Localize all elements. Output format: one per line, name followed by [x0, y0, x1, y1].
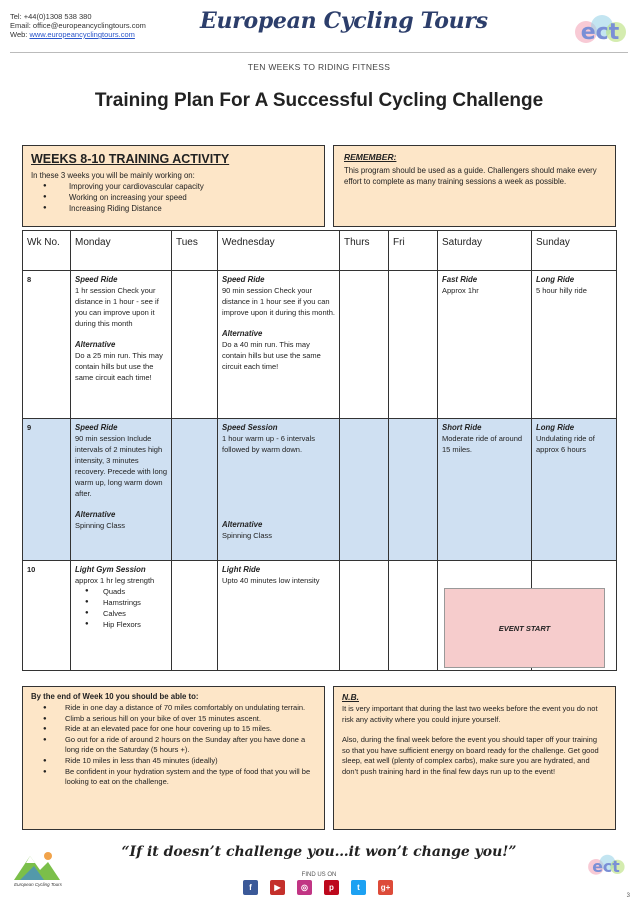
col-header-tues: Tues: [172, 231, 218, 271]
col-header-wednesday: Wednesday: [218, 231, 340, 271]
list-item: ● Calves: [75, 608, 167, 619]
alternative-title: Alternative: [75, 510, 116, 519]
contact-tel: Tel: +44(0)1308 538 380: [10, 12, 92, 21]
goals-list: [31, 703, 316, 788]
activity-title: Long Ride: [536, 423, 575, 432]
facebook-icon[interactable]: f: [243, 880, 258, 895]
contact-web-label: Web:: [10, 30, 30, 39]
ect-logo-text: ect: [580, 20, 620, 45]
list-item: ● Go out for a ride of around 2 hours on the Sunday after you have done a long ride on the Saturday (5 hours +).: [31, 735, 316, 756]
fri-cell: [389, 271, 438, 419]
sunday-cell: [532, 419, 617, 561]
list-item: ● Ride 10 miles in less than 45 minutes (ideally): [31, 756, 316, 767]
activity-text: Undulating ride of approx 6 hours: [536, 434, 595, 454]
table-row: [23, 271, 617, 419]
list-item: ● Working on increasing your speed: [31, 192, 316, 203]
remember-text: This program should be used as a guide. Challengers should make every effort to complete as many training sessions a week as possible.: [344, 166, 597, 186]
list-item: ● Be confident in your hydration system and the type of food that you will be looking to eat on the challenge.: [31, 767, 316, 788]
col-header-fri: Fri: [389, 231, 438, 271]
wednesday-cell: [218, 561, 340, 671]
wednesday-cell: [218, 271, 340, 419]
ect-footer-logo-text: ect: [592, 856, 620, 876]
sunday-cell: [532, 271, 617, 419]
alternative-title: Alternative: [75, 340, 116, 349]
activity-title: Long Ride: [536, 275, 575, 284]
table-row: [23, 419, 617, 561]
contact-web: [10, 30, 146, 39]
list-item: ● Improving your cardiovascular capacity: [31, 181, 316, 192]
brand-name: European Cycling Tours: [200, 8, 488, 34]
thurs-cell: [340, 419, 389, 561]
youtube-icon[interactable]: ▶: [270, 880, 285, 895]
col-header-week: Wk No.: [23, 231, 71, 271]
list-item: ● Hamstrings: [75, 597, 167, 608]
list-item: ● Quads: [75, 586, 167, 597]
list-item: ● Ride at an elevated pace for one hour covering up to 15 miles.: [31, 724, 316, 735]
goals-box: [22, 686, 325, 830]
list-item: ● Hip Flexors: [75, 619, 167, 630]
social-links: [243, 880, 393, 895]
activity-text: 5 hour hilly ride: [536, 286, 587, 295]
activity-title: Speed Ride: [222, 275, 265, 284]
contact-block: [10, 12, 146, 39]
find-us-label: FIND US ON: [301, 872, 337, 878]
col-header-saturday: Saturday: [438, 231, 532, 271]
fri-cell: [389, 419, 438, 561]
activity-text: Moderate ride of around 15 miles.: [442, 434, 523, 454]
pinterest-icon[interactable]: p: [324, 880, 339, 895]
activity-text: Approx 1hr: [442, 286, 479, 295]
table-header-row: [23, 231, 617, 271]
tues-cell: [172, 419, 218, 561]
col-header-sunday: Sunday: [532, 231, 617, 271]
tues-cell: [172, 271, 218, 419]
activity-heading: WEEKS 8-10 TRAINING ACTIVITY: [31, 152, 230, 166]
activity-title: Fast Ride: [442, 275, 478, 284]
page-number: 3: [626, 893, 630, 899]
ect-footer-logo-icon: [586, 846, 626, 882]
alternative-text: Spinning Class: [75, 521, 126, 530]
alternative-text: Do a 25 min run. This may contain hills but use the same circuit each time!: [75, 351, 163, 382]
googleplus-icon[interactable]: g+: [378, 880, 393, 895]
event-start-badge: EVENT START: [444, 588, 605, 668]
col-header-thurs: Thurs: [340, 231, 389, 271]
saturday-cell: [438, 419, 532, 561]
twitter-icon[interactable]: t: [351, 880, 366, 895]
goals-heading: By the end of Week 10 you should be able to:: [31, 692, 199, 701]
alternative-text: Do a 40 min run. This may contain hills but use the same circuit each time!: [222, 340, 321, 371]
week-number: 8: [23, 271, 71, 419]
list-item: ● Ride in one day a distance of 70 miles comfortably on undulating terrain.: [31, 703, 316, 714]
page-title: Training Plan For A Successful Cycling Challenge: [94, 90, 544, 111]
exercise-list: [75, 586, 167, 630]
monday-cell: [71, 561, 172, 671]
col-header-monday: Monday: [71, 231, 172, 271]
saturday-cell: [438, 271, 532, 419]
motto-quote: “If it doesn’t challenge you…it won’t change you!”: [121, 844, 517, 860]
tues-cell: [172, 561, 218, 671]
contact-email: Email: office@europeancyclingtours.com: [10, 21, 146, 30]
alternative-text: Spinning Class: [222, 531, 273, 540]
activity-title: Speed Ride: [75, 275, 118, 284]
activity-text: 1 hour warm up - 6 intervals followed by warm down.: [222, 434, 315, 454]
remember-heading: REMEMBER:: [344, 152, 397, 162]
monday-cell: [71, 271, 172, 419]
activity-title: Light Gym Session: [75, 565, 146, 574]
remember-box: [333, 145, 616, 227]
header-divider: [10, 52, 628, 53]
subtitle: TEN WEEKS TO RIDING FITNESS: [247, 62, 391, 72]
list-item: ● Climb a serious hill on your bike of over 15 minutes ascent.: [31, 714, 316, 725]
activity-text: approx 1 hr leg strength: [75, 576, 155, 585]
list-item: ● Increasing Riding Distance: [31, 203, 316, 214]
activity-list: [31, 181, 316, 214]
activity-box: [22, 145, 325, 227]
activity-text: Upto 40 minutes low intensity: [222, 576, 320, 585]
ect-logo-icon: [572, 6, 628, 50]
activity-text: 90 min session Include intervals of 2 minutes high intensity, 3 minutes recovery. Precede with long warm up, long warm down after.: [75, 434, 167, 498]
thurs-cell: [340, 271, 389, 419]
wednesday-cell: [218, 419, 340, 561]
thurs-cell: [340, 561, 389, 671]
website-link[interactable]: www.europeancyclingtours.com: [29, 30, 135, 39]
activity-title: Light Ride: [222, 565, 261, 574]
nb-paragraph-1: It is very important that during the last two weeks before the event you do not risk any activity where you could injure yourself.: [342, 704, 598, 724]
fri-cell: [389, 561, 438, 671]
week-number: 10: [23, 561, 71, 671]
alternative-title: Alternative: [222, 520, 263, 529]
activity-title: Speed Session: [222, 423, 278, 432]
nb-heading: N.B.: [342, 692, 359, 702]
activity-title: Short Ride: [442, 423, 482, 432]
nb-paragraph-2: Also, during the final week before the event you should taper off your training so that you have sufficient energy on board ready for the challenge. Get good sleep, eat well (plenty of complex carbs), make sure you are hydrated, and don’t push training hard in the final few days run up to the event!: [342, 735, 599, 776]
alternative-title: Alternative: [222, 329, 263, 338]
instagram-icon[interactable]: ◎: [297, 880, 312, 895]
week-number: 9: [23, 419, 71, 561]
activity-text: 1 hr session Check your distance in 1 hour - see if you can improve upon it during this month: [75, 286, 159, 328]
nb-box: [333, 686, 616, 830]
activity-title: Speed Ride: [75, 423, 118, 432]
activity-text: 90 min session Check your distance in 1 hour see if you can improve upon it during this month.: [222, 286, 335, 317]
logo-caption: European Cycling Tours: [14, 882, 62, 887]
activity-intro: In these 3 weeks you will be mainly working on:: [31, 171, 195, 180]
monday-cell: [71, 419, 172, 561]
